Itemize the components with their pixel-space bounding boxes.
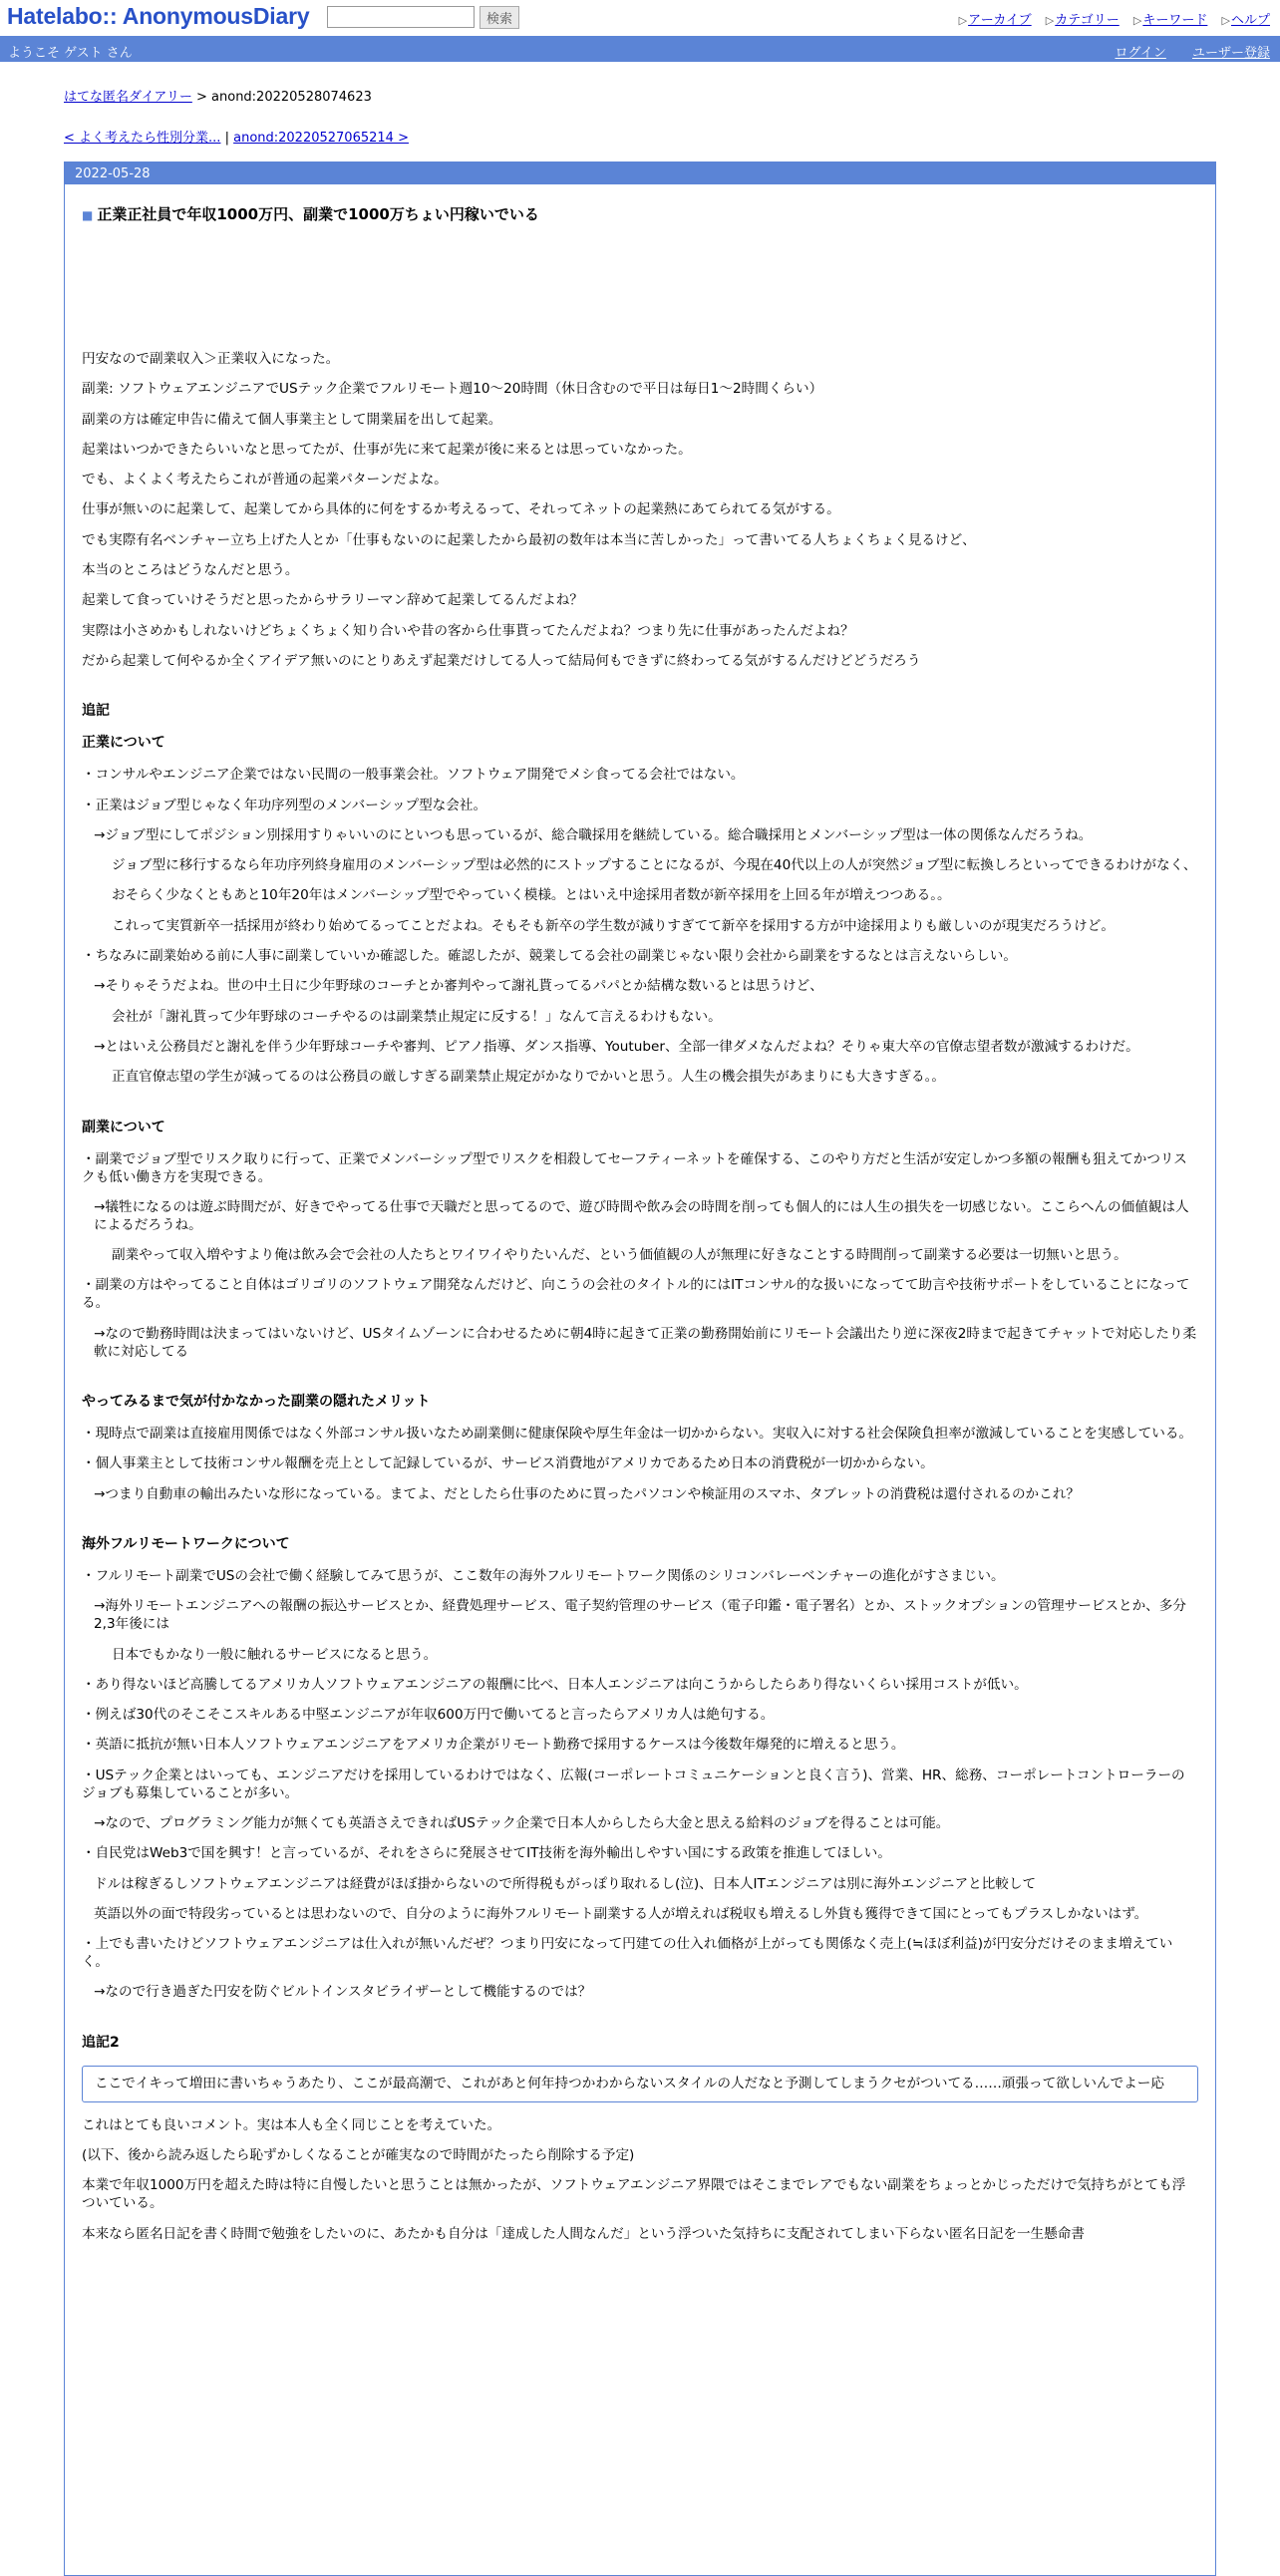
entry-paragraph: でも実際有名ベンチャー立ち上げた人とか「仕事もないのに起業したから最初の数年は本当に苦しかった」って書いてる人ちょくちょく見るけど、 [82,531,976,548]
entry-paragraph: →そりゃそうだよね。世の中土日に少年野球のコーチとか審判やって謝礼貰ってるパパとか結構な数いるとは思うけど、 [94,978,823,995]
section-spacer [82,682,1198,702]
search-input[interactable] [327,6,475,28]
entry-paragraph: 日本でもかなり一般に触れるサービスになると思う。 [112,1646,438,1663]
entry-paragraph: ・正業はジョブ型じゃなく年功序列型のメンバーシップ型な会社。 [82,797,487,813]
entry-paragraph: ・自民党はWeb3で国を興す！と言っているが、それをさらに発展させてIT技術を海外輸出しやすい国にする政策を推進してほしい。 [82,1845,891,1862]
next-entry-link[interactable]: anond:20220527065214 > [233,131,409,146]
pager-divider: | [224,131,229,146]
entry-paragraph: ・副業でジョブ型でリスク取りに行って、正業でメンバーシップ型でリスクを相殺してセーフティーネットを確保する、このやり方だと生活が安定しかつ多額の報酬も狙えてかつリスクも低い働き方を実現できる。 [82,1150,1187,1185]
section-spacer [82,1373,1198,1393]
top-nav [949,9,1270,28]
breadcrumb-home-link[interactable]: はてな匿名ダイアリー [64,90,192,105]
entry-paragraph: でも、よくよく考えたらこれが普通の起業パターンだよな。 [82,472,448,488]
entry-paragraph: →なので、プログラミング能力が無くても英語さえできればUSテック企業で日本人からしたら大金と思える給料のジョブを得ることは可能。 [94,1814,950,1831]
login-link[interactable]: ログイン [1115,46,1166,61]
entry-paragraph: ・USテック企業とはいっても、エンジニアだけを採用しているわけではなく、広報(コーポレートコミュニケーションと良く言う)、営業、HR、総務、コーポレートコントローラーのジョブも募集していることが多い。 [82,1767,1185,1801]
triangle-right-icon: ▷ [1132,14,1142,27]
register-link[interactable]: ユーザー登録 [1191,46,1270,61]
entry-paragraph: →ジョブ型にしてポジション別採用すりゃいいのにといつも思っているが、総合職採用を継続している。総合職採用とメンバーシップ型は一体の関係なんだろうね。 [94,826,1093,843]
section-heading: 正業について [82,735,165,752]
nav-category-link[interactable]: カテゴリー [1055,13,1120,28]
entry-paragraph: ・ちなみに副業始める前に人事に副業していいか確認した。確認したが、競業してる会社の副業じゃない限り会社から副業をするなとは言えないらしい。 [82,948,1017,965]
section-spacer [82,1099,1198,1119]
entry-paragraph: 本業で年収1000万円を超えた時は特に自慢したいと思うことは無かったが、ソフトウェアエンジニア界隈ではそこまでレアでもない副業をちょっとかじっただけで気持ちがとても浮ついている。 [82,2177,1186,2212]
entry-paragraph: →海外リモートエンジニアへの報酬の振込サービスとか、経費処理サービス、電子契約管理のサービス（電子印鑑・電子署名）とか、ストックオプションの管理サービスとか、多分2,3年後には [94,1598,1186,1633]
entry-paragraph: 副業: ソフトウェアエンジニアでUSテック企業でフルリモート週10～20時間（休日含むので平日は毎日1～2時間くらい） [82,381,823,398]
entry-paragraph: 実際は小さめかもしれないけどちょくちょく知り合いや昔の客から仕事貰ってたんだよね？つまり先に仕事があったんだよね？ [82,622,854,639]
entry-paragraph: これはとても良いコメント。実は本人も全く同じことを考えていた。 [82,2116,501,2133]
section-heading: 追記2 [82,2034,120,2051]
triangle-right-icon: ▷ [1045,14,1055,27]
entry-title-text: 正業正社員で年収1000万円、副業で1000万ちょい円稼いでいる [97,205,539,223]
entry-paragraph: 副業やって収入増やすより俺は飲み会で会社の人たちとワイワイやりたいんだ、という価値観の人が無理に好きなことする時間削って副業する必要は一切無いと思う。 [112,1247,1127,1264]
entry-paragraph: これって実質新卒一括採用が終わり始めてるってことだよね。そもそも新卒の学生数が減りすぎてて新卒を採用する方が中途採用よりも厳しいのが現実だろうけど。 [112,917,1115,934]
top-bar [0,0,1280,36]
entry-paragraph: ジョブ型に移行するなら年功序列終身雇用のメンバーシップ型は必然的にストップすることになるが、今現在40代以上の人が突然ジョブ型に転換しろといってできるわけがなく、 [112,857,1197,874]
entry-paragraph: 起業はいつかできたらいいなと思ってたが、仕事が先に来て起業が後に来るとは思っていなかった。 [82,441,692,458]
entry-paragraph: →なので行き過ぎた円安を防ぐビルトインスタビライザーとして機能するのでは？ [94,1984,592,2001]
triangle-right-icon: ▷ [958,14,968,27]
breadcrumb-separator: > [195,90,207,105]
entry-paragraph: ・フルリモート副業でUSの会社で働く経験してみて思うが、ここ数年の海外フルリモートワーク関係のシリコンバレーベンチャーの進化がすさまじい。 [82,1567,1005,1584]
entry-paragraph: →つまり自動車の輸出みたいな形になっている。まてよ、だとしたら仕事のために買ったパソコンや検証用のスマホ、タブレットの消費税は還付されるのかこれ？ [94,1485,1080,1502]
entry-paragraph: 正直官僚志望の学生が減ってるのは公務員の厳しすぎる副業禁止規定がかなりでかいと思う。人生の機会損失があまりにも大きすぎる。。 [112,1069,946,1086]
entry-paragraph: 副業の方は確定申告に備えて個人事業主として開業届を出して起業。 [82,411,502,428]
entry-paragraph: 英語以外の面で特段劣っているとは思わないので、自分のように海外フルリモート副業する人が増えれば税収も増えるし外貨も獲得できて国にとってもプラスしかないはず。 [94,1905,1148,1922]
prev-entry-link[interactable]: < よく考えたら性別分業... [64,131,221,146]
nav-help-link[interactable]: ヘルプ [1230,13,1270,28]
entry-paragraph: ・コンサルやエンジニア企業ではない民間の一般事業会社。ソフトウェア開発でメシ食ってる会社ではない。 [82,767,745,784]
nav-archive-link[interactable]: アーカイブ [968,13,1032,28]
square-bullet-icon[interactable]: ■ [82,208,94,222]
entry-paragraph: ・副業の方はやってること自体はゴリゴリのソフトウェア開発なんだけど、向こうの会社のタイトル的にはITコンサル的な扱いになってて助言や技術サポートをしていることになってる。 [82,1277,1190,1312]
entry-pager [64,127,409,146]
search-button[interactable]: 検索 [480,6,519,29]
blockquote: ここでイキって増田に書いちゃうあたり、ここが最高潮で、これがあと何年持つかわからないスタイルの人だなと予測してしまうクセがついてる……頑張って欲しいんでよー応 [82,2066,1198,2102]
entry-paragraph: ドルは稼ぎるしソフトウェアエンジニアは経費がほぼ掛からないので所得税もがっぽり取れるし(泣)、日本人ITエンジニアは別に海外エンジニアと比較して [94,1875,1037,1892]
entry-paragraph: だから起業して何やるか全くアイデア無いのにとりあえず起業だけしてる人って結局何もできずに終わってる気がするんだけどどうだろう [82,652,921,669]
entry-paragraph: ・個人事業主として技術コンサル報酬を売上として記録しているが、サービス消費地がアメリカであるため日本の消費税が一切かからない。 [82,1455,934,1472]
entry [82,203,1198,2242]
welcome-bar [0,36,1280,62]
section-heading: 追記 [82,703,110,720]
section-spacer [82,2014,1198,2034]
entry-paragraph: ・現時点で副業は直接雇用関係ではなく外部コンサル扱いなため副業側に健康保険や厚生年金は一切かからない。実収入に対する社会保険負担率が激減していることを実感している。 [82,1426,1193,1443]
day-section [64,161,1216,2576]
entry-paragraph: 本来なら匿名日記を書く時間で勉強をしたいのに、あたかも自分は「達成した人間なんだ」という浮ついた気持ちに支配されてしまい下らない匿名日記を一生懸命書 [82,2225,1085,2242]
nav-keyword-link[interactable]: キーワード [1142,13,1208,28]
breadcrumb [64,86,372,105]
section-heading: 副業について [82,1119,165,1135]
site-logo[interactable]: Hatelabo:: AnonymousDiary [7,3,310,29]
triangle-right-icon: ▷ [1221,14,1230,27]
entry-paragraph: →とはいえ公務員だと謝礼を伴う少年野球コーチや審判、ピアノ指導、ダンス指導、Youtuber、全部一律ダメなんだよね？そりゃ東大卒の官僚志望者数が激減するわけだ。 [94,1038,1139,1055]
welcome-message: ようこそ ゲスト さん [8,46,133,61]
section-heading: やってみるまで気が付かなかった副業の隠れたメリット [82,1394,431,1411]
breadcrumb-current: anond:20220528074623 [211,90,372,105]
day-date: 2022-05-28 [65,162,1215,184]
entry-paragraph: 会社が「謝礼貰って少年野球のコーチやるのは副業禁止規定に反する！」なんて言えるわけもない。 [112,1008,722,1025]
entry-paragraph: (以下、後から読み返したら恥ずかしくなることが確実なので時間がたったら削除する予定) [82,2147,635,2164]
entry-paragraph: 起業して食っていけそうだと思ったからサラリーマン辞めて起業してるんだよね？ [82,592,583,609]
entry-paragraph: ・あり得ないほど高騰してるアメリカ人ソフトウェアエンジニアの報酬に比べ、日本人エンジニアは向こうからしたらあり得ないくらい採用コストが低い。 [82,1676,1028,1693]
entry-paragraph: ・上でも書いたけどソフトウェアエンジニアは仕入れが無いんだぜ？つまり円安になって円建ての仕入れ価格が上がっても関係なく売上(≒ほぼ利益)が円安分だけそのまま増えていく。 [82,1936,1173,1971]
entry-paragraph: 仕事が無いのに起業して、起業してから具体的に何をするか考えるって、それってネットの起業熱にあてられてる気がする。 [82,501,840,518]
entry-paragraph: →なので勤務時間は決まってはいないけど、USタイムゾーンに合わせるために朝4時に起きて正業の勤務開始前にリモート会議出たり逆に深夜2時まで起きてチャットで対応したり柔軟に対応してる [94,1325,1197,1360]
entry-paragraph: →犠牲になるのは遊ぶ時間だが、好きでやってる仕事で天職だと思ってるので、遊び時間や飲み会の時間を削っても個人的には人生の損失を一切感じない。ここらへんの価値観は人によるだろうね。 [94,1198,1189,1233]
entry-paragraph: 円安なので副業収入＞正業収入になった。 [82,351,340,367]
entry-paragraph: ・英語に抵抗が無い日本人ソフトウェアエンジニアをアメリカ企業がリモート勤務で採用するケースは今後数年爆発的に増えると思う。 [82,1737,905,1754]
entry-body [82,350,1198,2255]
entry-paragraph: ・例えば30代のそこそこスキルある中堅エンジニアが年収600万円で働いてると言ったらアメリカ人は絶句する。 [82,1707,775,1724]
section-heading: 海外フルリモートワークについて [82,1535,290,1552]
entry-title [82,203,1198,229]
section-spacer [82,1515,1198,1535]
entry-paragraph: おそらく少なくともあと10年20年はメンバーシップ型でやっていく模様。とはいえ中途採用者数が新卒採用を上回る年が増えつつある。。 [112,887,951,904]
entry-paragraph: 本当のところはどうなんだと思う。 [82,562,299,579]
